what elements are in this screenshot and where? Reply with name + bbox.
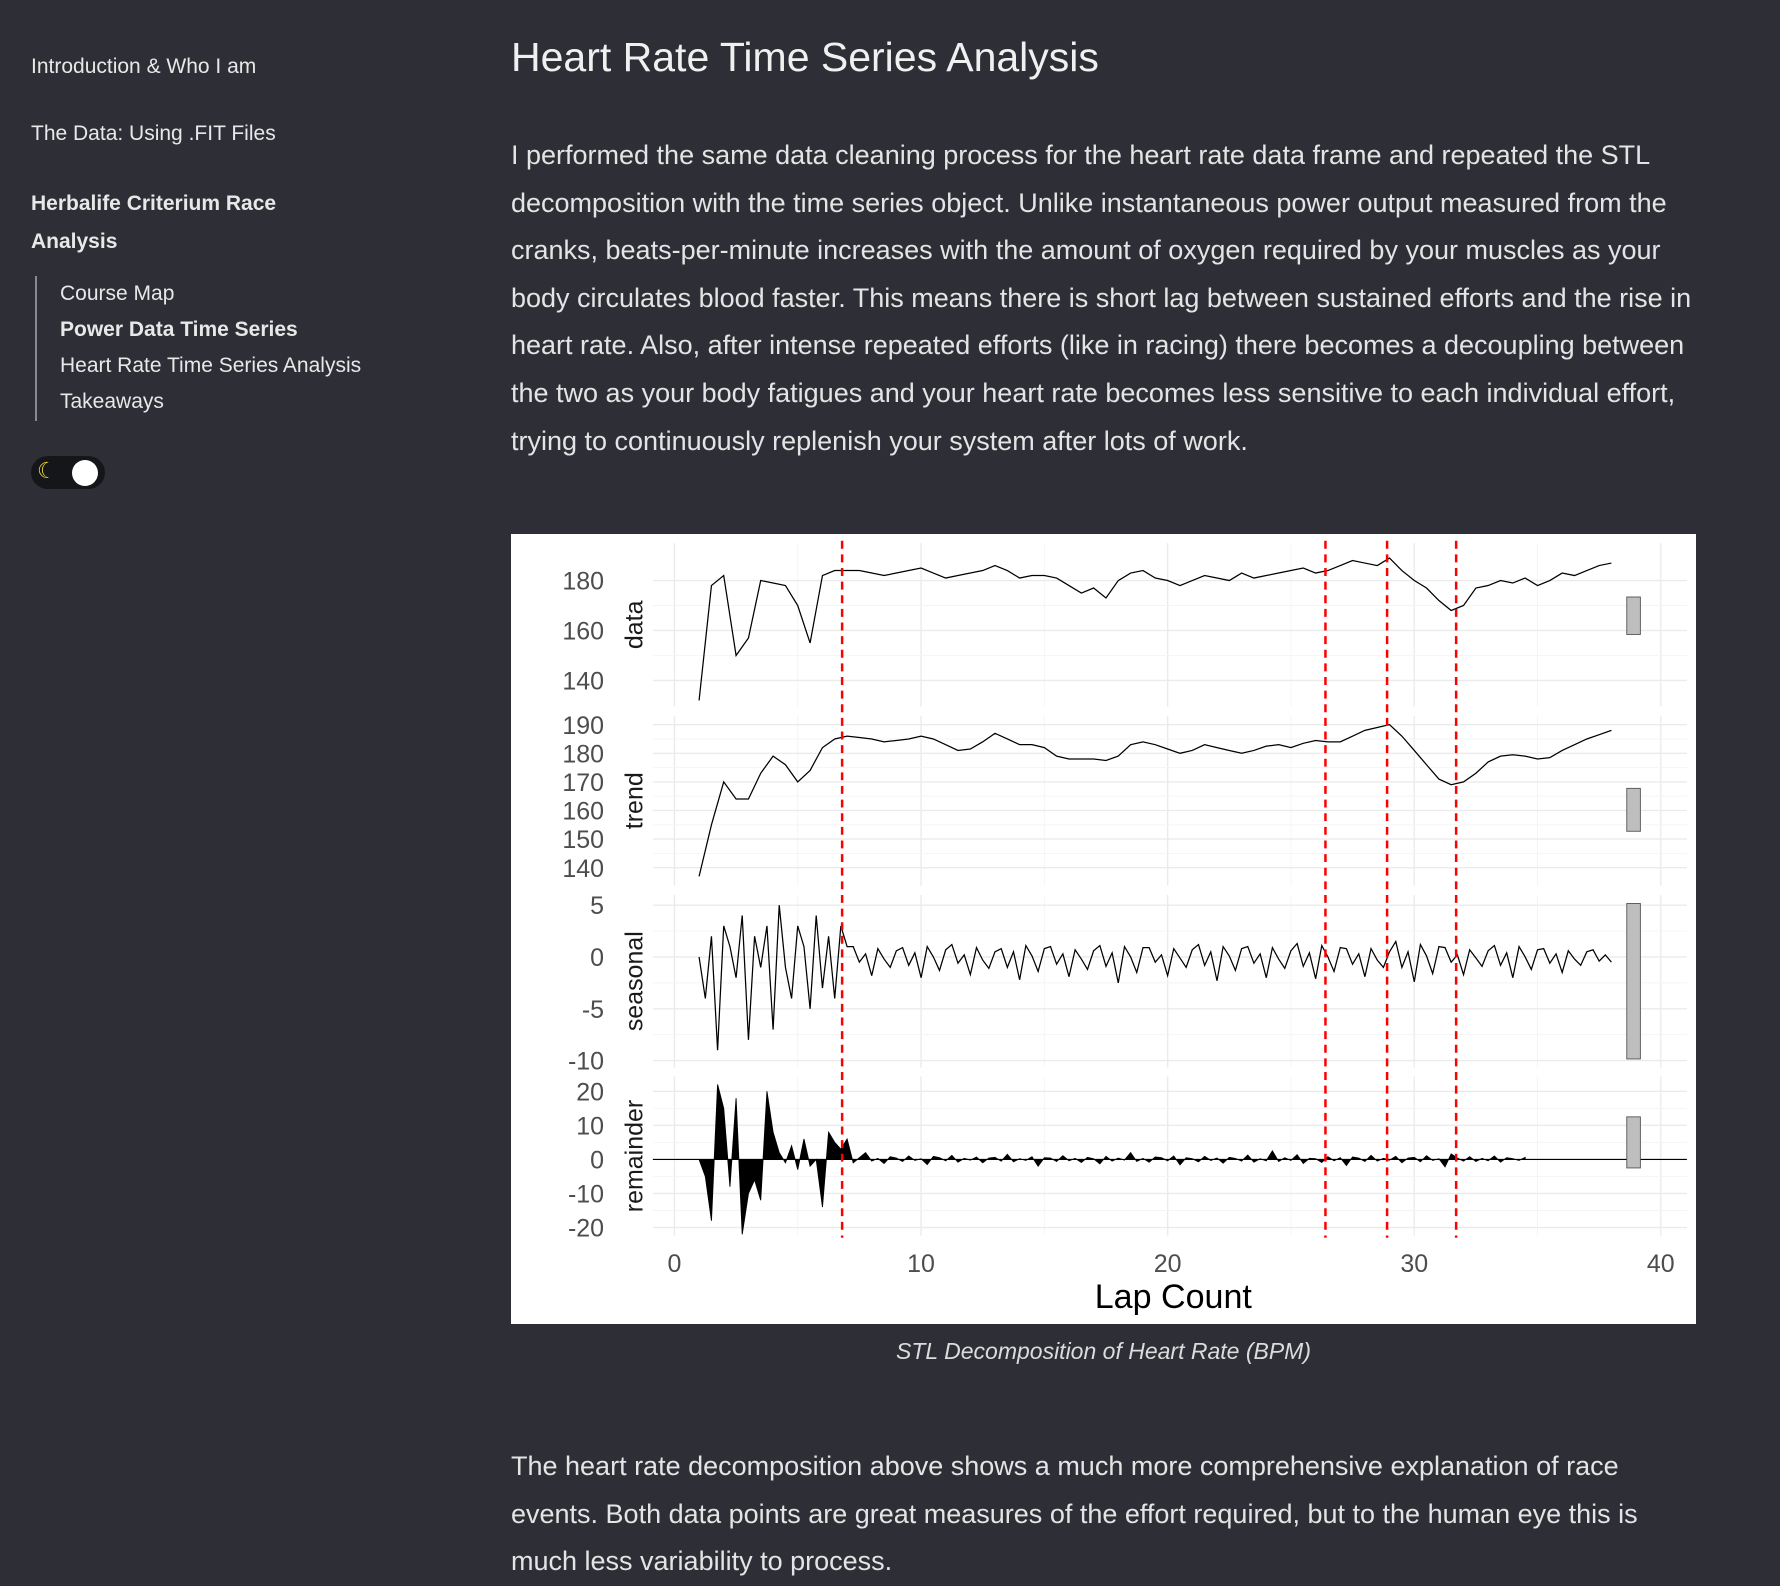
nav-link-the-data[interactable]: The Data: Using .FIT Files <box>31 122 276 145</box>
y-tick-label: 20 <box>576 1078 605 1107</box>
series-seasonal <box>699 905 1611 1050</box>
y-tick-label: -20 <box>567 1214 605 1243</box>
y-tick-label: -10 <box>567 1180 605 1209</box>
x-tick-label: 20 <box>1153 1249 1182 1278</box>
stl-chart <box>511 534 1696 1324</box>
paragraph-intro: I performed the same data cleaning process for the heart rate data frame and repeated the STL decomposition with the time series object. Unlike instantaneous power output measured from the cranks, beats-per-minute increases with the amount of oxygen required by your muscles as your body circulates blood faster. This means there is short lag between sustained efforts and the rise in heart rate. Also, after intense repeated efforts (like in racing) there becomes a decoupling between the two as your body fatigues and your heart rate becomes less sensitive to each individual effort, trying to continuously replenish your system after lots of work. <box>511 140 1692 456</box>
toggle-knob <box>72 460 98 486</box>
y-tick-label: 180 <box>562 740 605 769</box>
y-tick-label: 180 <box>562 567 605 596</box>
subnav-heart-rate[interactable]: Heart Rate Time Series Analysis <box>60 354 362 377</box>
y-tick-label: 10 <box>576 1112 605 1141</box>
subnav-course-map[interactable]: Course Map <box>60 282 175 305</box>
y-tick-label: 160 <box>562 617 605 646</box>
x-tick-label: 40 <box>1646 1249 1675 1278</box>
moon-icon: ☾ <box>37 458 57 483</box>
panel-label-trend: trend <box>620 772 649 830</box>
scale-bar-trend <box>1627 788 1641 831</box>
panel-label-data: data <box>620 600 649 650</box>
scale-bar-seasonal <box>1627 903 1641 1058</box>
scale-bar-data <box>1627 597 1641 634</box>
y-tick-label: -5 <box>581 995 605 1024</box>
x-axis-label: Lap Count <box>1094 1278 1252 1317</box>
x-tick-label: 30 <box>1400 1249 1429 1278</box>
scale-bar-remainder <box>1627 1117 1641 1168</box>
page-title: Heart Rate Time Series Analysis <box>511 34 1099 80</box>
paragraph-conclusion: The heart rate decomposition above shows a much more comprehensive explanation of race events. Both data points are great measures of the effort required, but to the human eye this is much less variability to process. <box>511 1451 1638 1577</box>
subnav-takeaways[interactable]: Takeaways <box>60 390 164 413</box>
theme-toggle[interactable] <box>31 456 105 489</box>
series-remainder <box>699 1085 1525 1235</box>
figure-caption: STL Decomposition of Heart Rate (BPM) <box>895 1338 1311 1364</box>
y-tick-label: 140 <box>562 854 605 883</box>
y-tick-label: 170 <box>562 768 605 797</box>
subnav-power-data[interactable]: Power Data Time Series <box>60 318 298 341</box>
y-tick-label: 190 <box>562 711 605 740</box>
y-tick-label: 160 <box>562 797 605 826</box>
panel-label-remainder: remainder <box>620 1099 649 1213</box>
y-tick-label: 150 <box>562 826 605 855</box>
panel-label-seasonal: seasonal <box>620 931 649 1032</box>
y-tick-label: -10 <box>567 1047 605 1076</box>
x-tick-label: 0 <box>667 1249 682 1278</box>
series-data <box>699 558 1611 700</box>
stl-chart-svg <box>511 534 1696 1324</box>
sub-navigation <box>35 276 361 421</box>
y-tick-label: 140 <box>562 667 605 696</box>
nav-link-herbalife-analysis[interactable]: Herbalife Criterium Race Analysis <box>31 192 277 253</box>
y-tick-label: 5 <box>590 892 605 921</box>
nav-link-introduction[interactable]: Introduction & Who I am <box>31 55 257 78</box>
y-tick-label: 0 <box>590 944 605 973</box>
x-tick-label: 10 <box>907 1249 935 1278</box>
y-tick-label: 0 <box>590 1146 605 1175</box>
